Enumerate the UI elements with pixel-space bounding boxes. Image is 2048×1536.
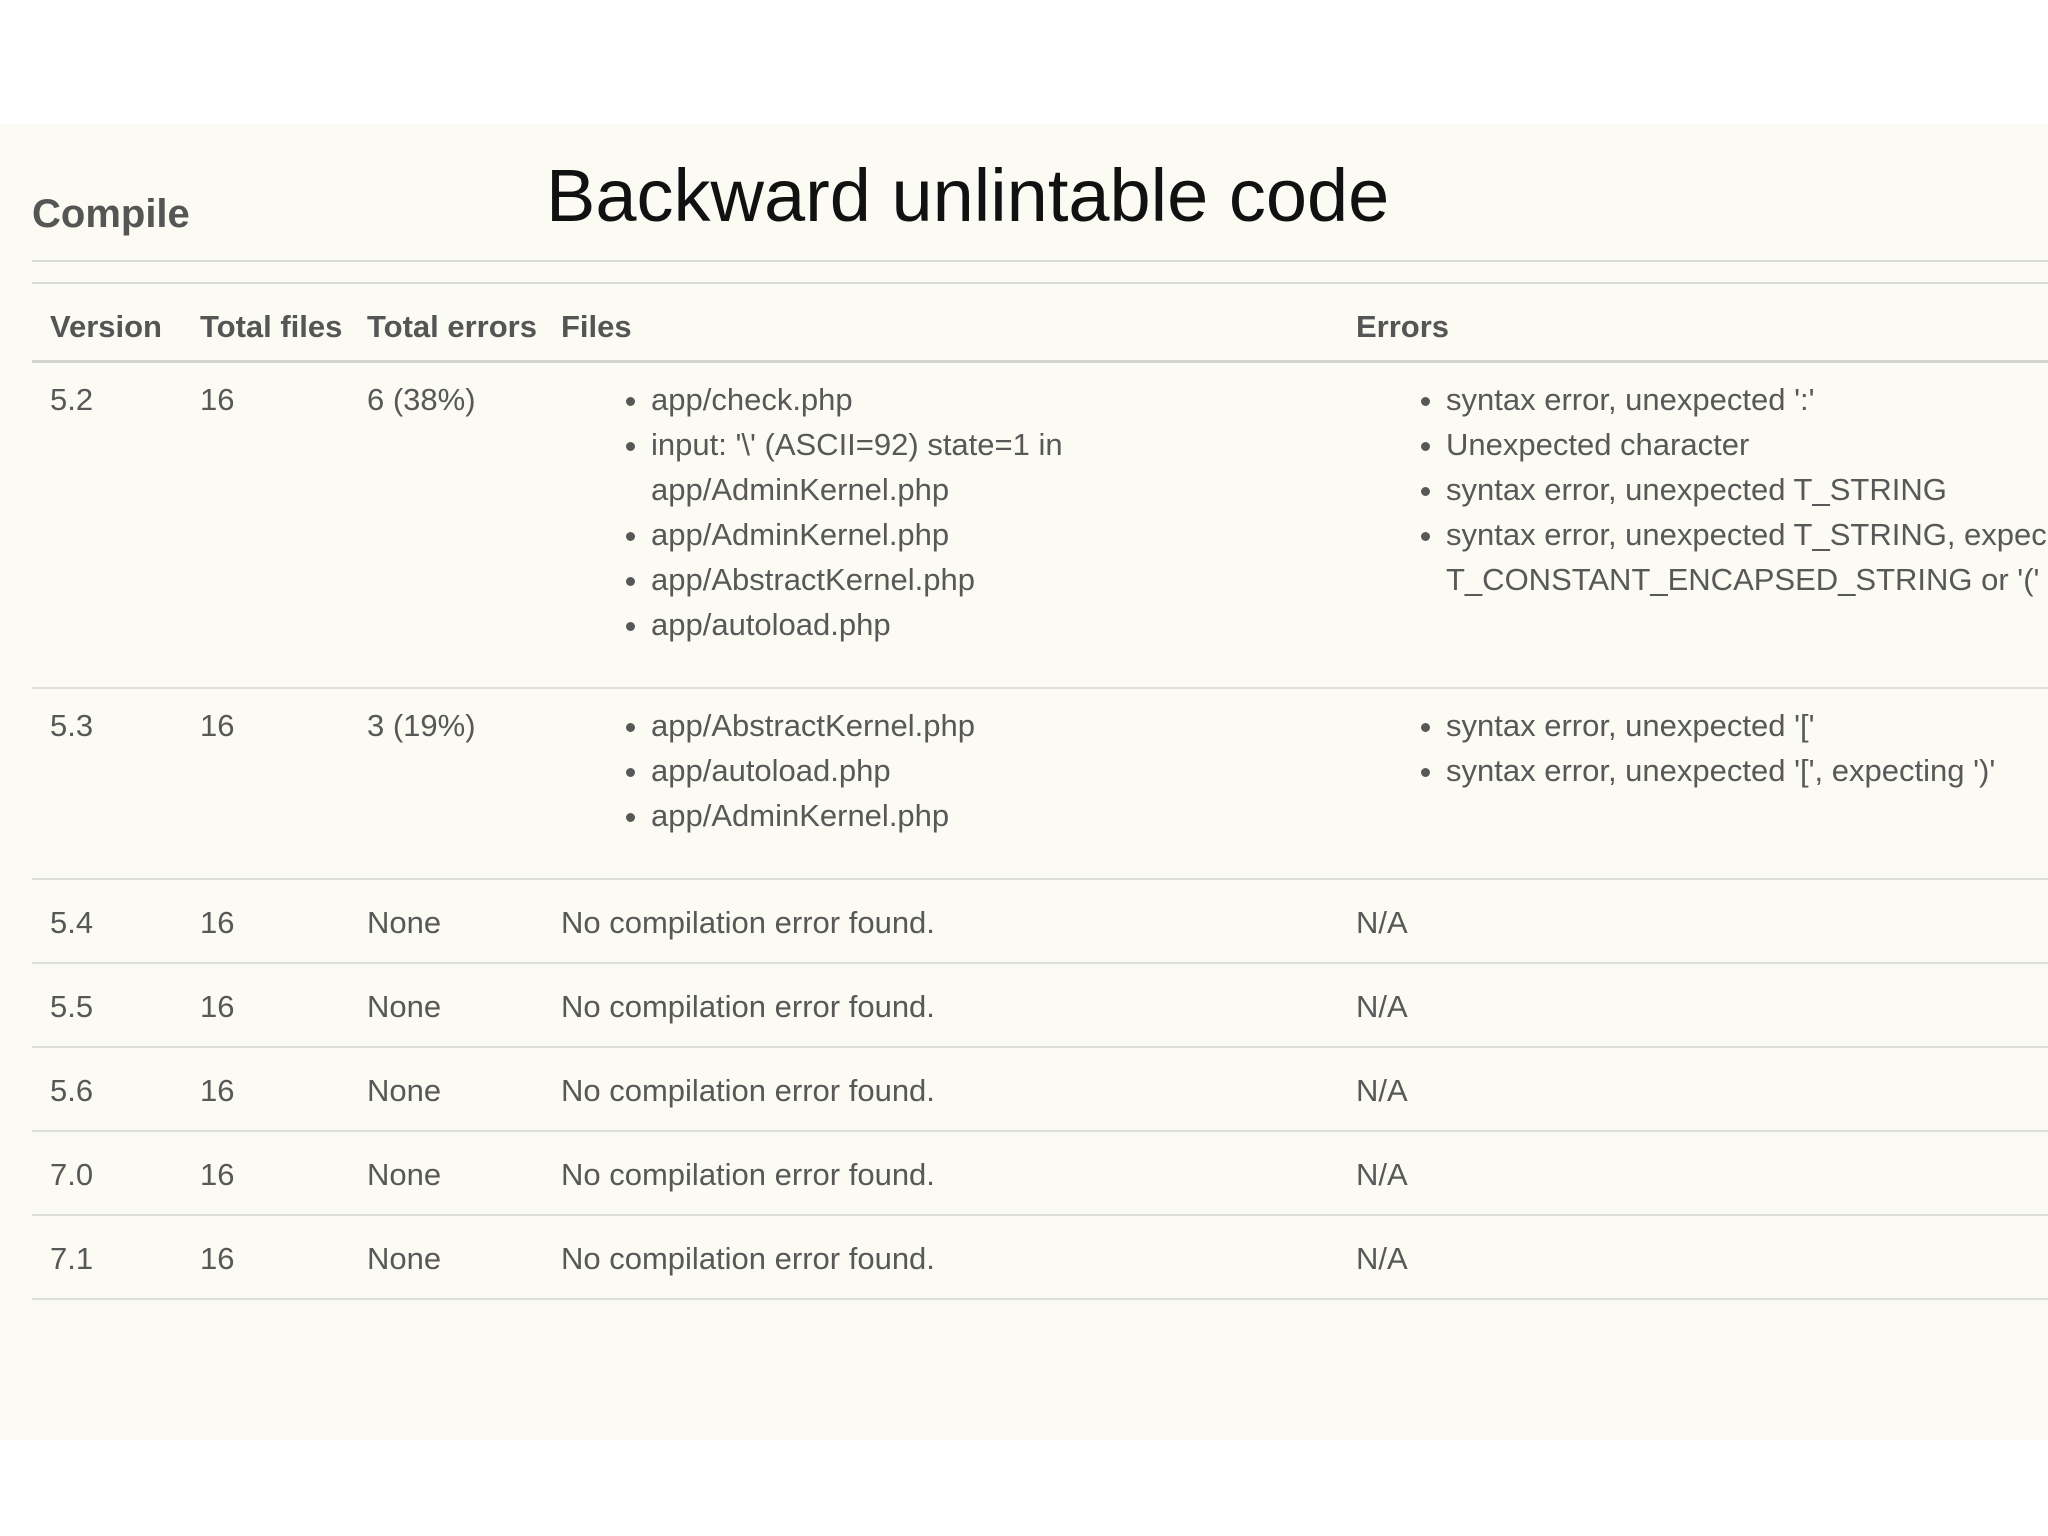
total-files-cell: 16 (182, 879, 349, 963)
total-files-cell: 16 (182, 1215, 349, 1299)
version-cell: 5.2 (32, 362, 182, 689)
file-item: • app/check.php (651, 377, 1171, 422)
heading-divider (32, 260, 2048, 262)
total-errors-cell: None (349, 1047, 543, 1131)
total-files-cell: 16 (182, 1131, 349, 1215)
files-cell (543, 688, 1338, 879)
file-item: • app/AdminKernel.php (651, 512, 1171, 557)
version-cell: 5.6 (32, 1047, 182, 1131)
file-item: • app/AdminKernel.php (651, 793, 1171, 838)
error-item: • syntax error, unexpected T_STRING (1446, 467, 2048, 512)
compile-results-table (32, 294, 2048, 1300)
total-files-cell: 16 (182, 688, 349, 879)
errors-cell: N/A (1338, 963, 2048, 1047)
column-header-total-errors: Total errors (349, 294, 543, 362)
file-item: • app/AbstractKernel.php (651, 557, 1171, 602)
error-text: syntax error, unexpected T_STRING, expec (1446, 517, 2047, 552)
table-row (32, 1131, 2048, 1215)
version-cell: 5.3 (32, 688, 182, 879)
errors-cell: N/A (1338, 1215, 2048, 1299)
report-panel (0, 124, 2048, 1440)
table-row (32, 1047, 2048, 1131)
error-list (1356, 703, 2048, 793)
files-cell: No compilation error found. (543, 1047, 1338, 1131)
errors-cell (1338, 688, 2048, 879)
column-header-errors: Errors (1338, 294, 2048, 362)
file-list (561, 377, 1338, 647)
error-item (1446, 512, 2048, 602)
error-item: • syntax error, unexpected ':' (1446, 377, 2048, 422)
errors-cell: N/A (1338, 879, 2048, 963)
total-files-cell: 16 (182, 1047, 349, 1131)
total-errors-cell: None (349, 1215, 543, 1299)
file-list (561, 703, 1338, 838)
error-item: • Unexpected character (1446, 422, 2048, 467)
total-errors-cell: None (349, 963, 543, 1047)
total-files-cell: 16 (182, 362, 349, 689)
file-item: • app/autoload.php (651, 602, 1171, 647)
file-item: • input: '\' (ASCII=92) state=1 in app/AdminKernel.php (651, 422, 1171, 512)
error-text-continuation: T_CONSTANT_ENCAPSED_STRING or '(' (1446, 562, 2040, 597)
version-cell: 7.0 (32, 1131, 182, 1215)
version-cell: 5.4 (32, 879, 182, 963)
errors-cell: N/A (1338, 1131, 2048, 1215)
total-errors-cell: 6 (38%) (349, 362, 543, 689)
errors-cell: N/A (1338, 1047, 2048, 1131)
version-cell: 7.1 (32, 1215, 182, 1299)
errors-cell (1338, 362, 2048, 689)
total-errors-cell: None (349, 1131, 543, 1215)
files-cell: No compilation error found. (543, 1131, 1338, 1215)
table-row (32, 879, 2048, 963)
table-row (32, 688, 2048, 879)
files-cell: No compilation error found. (543, 1215, 1338, 1299)
table-row (32, 1215, 2048, 1299)
table-top-divider (32, 282, 2048, 284)
slide-title: Backward unlintable code (546, 154, 1390, 237)
total-errors-cell: 3 (19%) (349, 688, 543, 879)
section-heading: Compile (32, 192, 190, 236)
files-cell (543, 362, 1338, 689)
error-item: • syntax error, unexpected '[' (1446, 703, 2048, 748)
table-row (32, 362, 2048, 689)
files-cell: No compilation error found. (543, 963, 1338, 1047)
error-list (1356, 377, 2048, 602)
total-errors-cell: None (349, 879, 543, 963)
table-row (32, 963, 2048, 1047)
table-header-row (32, 294, 2048, 362)
files-cell: No compilation error found. (543, 879, 1338, 963)
total-files-cell: 16 (182, 963, 349, 1047)
column-header-files: Files (543, 294, 1338, 362)
file-item: • app/AbstractKernel.php (651, 703, 1171, 748)
column-header-version: Version (32, 294, 182, 362)
file-item: • app/autoload.php (651, 748, 1171, 793)
version-cell: 5.5 (32, 963, 182, 1047)
error-item: • syntax error, unexpected '[', expecting ')' (1446, 748, 2048, 793)
column-header-total-files: Total files (182, 294, 349, 362)
